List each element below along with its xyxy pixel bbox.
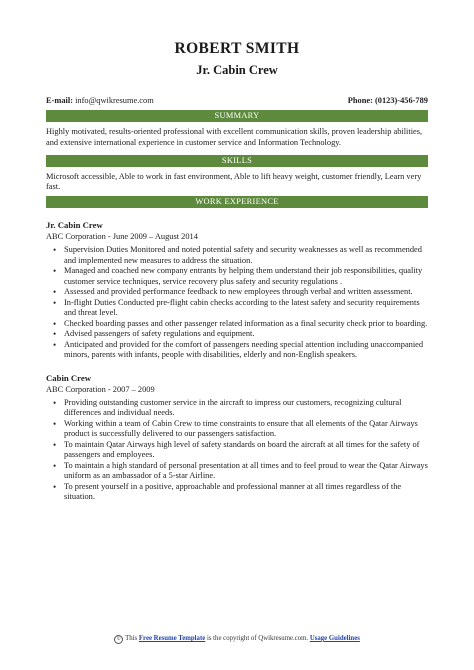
list-item: • Advised passengers of safety regulations and equipment.	[64, 329, 428, 340]
job-role: Jr. Cabin Crew	[46, 220, 103, 231]
job-entry	[46, 373, 428, 503]
list-item: • To maintain a high standard of personal presentation at all times and to feel proud to wear the Qatar Airways uniform as an ambassador of a 5-star Airline.	[64, 461, 428, 482]
list-item: • In-flight Duties Conducted pre-flight cabin checks according to the latest safety and security requirements and threat level.	[64, 298, 428, 319]
free-resume-template-link[interactable]: Free Resume Template	[138, 635, 206, 642]
contact-row	[46, 95, 428, 106]
footer-prefix: This	[125, 635, 138, 642]
job-title-heading: Jr. Cabin Crew	[196, 63, 278, 77]
list-item: • To maintain Qatar Airways high level of safety standards on board the aircraft at all times for the safety of passengers and employees.	[64, 440, 428, 461]
phone-value: (0123)-456-789	[374, 96, 428, 105]
phone-block	[348, 95, 428, 106]
list-item: • Assessed and provided performance feedback to new employees through verbal and written assessment.	[64, 287, 428, 298]
list-item: • Working within a team of Cabin Crew to time constraints to ensure that all elements of the Qatar Airways product is successfully delivered to our passengers satisfaction.	[64, 419, 428, 440]
usage-guidelines-link[interactable]: Usage Guidelines	[309, 635, 360, 642]
email-label: E-mail:	[46, 96, 73, 105]
list-item: • Checked boarding passes and other passenger related information as a final security check prior to boarding.	[64, 319, 428, 330]
list-item: • Providing outstanding customer service in the aircraft to impress our customers, recognizing cultural differences and individual needs.	[64, 398, 428, 419]
email-block	[46, 95, 154, 106]
footer-middle-text: is the copyright of Qwikresume.com.	[206, 635, 309, 642]
copyright-footer	[0, 634, 474, 644]
job-company-dates: ABC Corporation - 2007 – 2009	[46, 384, 155, 394]
skills-heading: SKILLS	[46, 155, 428, 167]
job-duties-list	[46, 398, 428, 503]
job-duties-list	[46, 245, 428, 361]
phone-label: Phone:	[347, 96, 373, 105]
list-item: • To present yourself in a positive, approachable and professional manner at all times regardless of the situation.	[64, 482, 428, 503]
list-item: • Managed and coached new company entrants by helping them understand their job responsibilities, quality customer service techniques, service recovery plus safety and security regulations .	[64, 266, 428, 287]
skills-text: Microsoft accessible, Able to work in fast environment, Able to lift heavy weight, customer friendly, Learn very fast.	[46, 171, 422, 192]
email-value[interactable]: info@qwikresume.com	[75, 96, 154, 105]
experience-heading: WORK EXPERIENCE	[46, 196, 428, 208]
list-item: • Supervision Duties Monitored and noted potential safety and security weaknesses as well as recommended and implemented new measures to address the situation.	[64, 245, 428, 266]
copyright-icon: ©	[114, 635, 123, 644]
candidate-name: ROBERT SMITH	[174, 40, 300, 57]
summary-text: Highly motivated, results-oriented professional with excellent communication skills, proven leadership abilities, and extensive international experience in customer service and Information Technology.	[46, 127, 423, 147]
job-company-dates: ABC Corporation - June 2009 – August 2014	[46, 232, 198, 242]
job-role: Cabin Crew	[46, 372, 91, 383]
summary-heading: SUMMARY	[46, 110, 428, 122]
job-entry	[46, 220, 428, 361]
list-item: • Anticipated and provided for the comfort of passengers needing special attention including unaccompanied minors, parents with infants, people with disabilities, elderly and non-English speakers.	[64, 340, 428, 361]
